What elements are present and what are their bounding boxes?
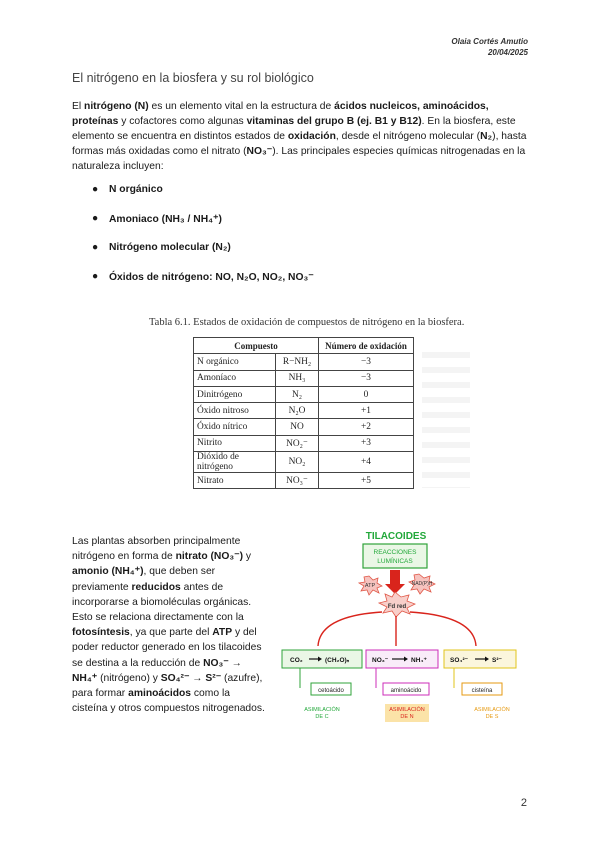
section-title: El nitrógeno en la biosfera y su rol biológico — [72, 71, 314, 85]
nitrogen-assimilation-label-1: ASIMILACIÓN — [389, 707, 425, 713]
table-header-row — [194, 338, 414, 354]
table-row: Nitrito NO₂⁻ +3 — [194, 435, 414, 451]
carbon-assimilation-label-2: DE C — [315, 714, 329, 720]
table-row: Nitrato NO₃⁻ +5 — [194, 473, 414, 489]
table-row: N orgánico R−NH₂ −3 — [194, 354, 414, 370]
list-item: ● Nitrógeno molecular (N₂) — [92, 242, 231, 253]
nitrogen-assimilation-label-2: DE N — [400, 714, 414, 720]
diagram-title: TILACOIDES — [365, 531, 427, 542]
ch2o-label: (CH₂O)ₙ — [325, 657, 350, 664]
column-header: Compuesto — [194, 338, 319, 354]
light-reactions-label-2: LUMÍNICAS — [377, 558, 413, 565]
bullet-icon: ● — [92, 184, 99, 195]
table-row: Óxido nitroso N₂O +1 — [194, 403, 414, 419]
fd-label: Fd red — [387, 604, 407, 610]
list-item: ● N orgánico — [92, 184, 163, 195]
aminoacid-label: aminoácido — [390, 688, 422, 694]
bullet-icon: ● — [92, 213, 99, 224]
table-row: Amoníaco NH₃ −3 — [194, 370, 414, 386]
so4-label: SO₄²⁻ — [450, 657, 469, 664]
light-reactions-label-1: REACCIONES — [373, 549, 417, 556]
sulfur-assimilation-label-1: ASIMILACIÓN — [474, 707, 510, 713]
document-date: 20/04/2025 — [487, 48, 528, 57]
table-row: Dióxido de nitrógeno NO₂ +4 — [194, 452, 414, 473]
author-name: Olaia Cortés Amutio — [451, 37, 528, 46]
cysteine-label: cisteína — [471, 688, 493, 694]
intro-paragraph: El nitrógeno (N) es un elemento vital en la estructura de ácidos nucleicos, aminoácidos, proteínas y cofactores como algunas vitaminas del grupo B (ej. B1 y B12). En la biosfera, este elemento se encuentra en distintos estados de oxidación, desde el nitrógeno molecular (N₂), hasta formas más oxidadas como el nitrato (NO₃⁻). Las principales especies químicas nitrogenadas en la naturaleza incluyen: — [72, 101, 527, 172]
cetoacid-label: cetoácido — [318, 688, 344, 694]
table-caption: Tabla 6.1. Estados de oxidación de compuestos de nitrógeno en la biosfera. — [149, 317, 465, 328]
down-arrow-icon — [385, 570, 405, 594]
carbon-assimilation-label-1: ASIMILACIÓN — [304, 707, 340, 713]
sulfur-assimilation-label-2: DE S — [485, 714, 499, 720]
connector-left — [318, 612, 382, 646]
bullet-icon: ● — [92, 271, 99, 282]
scan-bleed-through — [422, 343, 470, 488]
s2-label: S²⁻ — [492, 657, 502, 664]
connector-right — [410, 612, 476, 646]
page-header — [451, 36, 528, 58]
atp-label: ATP — [364, 583, 376, 589]
bullet-icon: ● — [92, 242, 99, 253]
nh4-label: NH₄⁺ — [411, 657, 427, 664]
no3-label: NO₃⁻ — [372, 657, 389, 664]
oxidation-table — [193, 337, 414, 489]
assimilation-diagram — [278, 528, 540, 728]
table-row: Óxido nítrico NO +2 — [194, 419, 414, 435]
plant-absorption-paragraph: Las plantas absorben principalmente nitrógeno en forma de nitrato (NO₃⁻) y amonio (NH₄⁺), que deben ser previamente reducidos antes de incorporarse a biomoléculas orgánicas. Esto se relaciona directamente con la fotosíntesis, ya que parte del ATP y del poder reductor generado en los tilacoides se destina a la reducción de NO₃⁻ → NH₄⁺ (nitrógeno) y SO₄²⁻ → S²⁻ (azufre), para formar aminoácidos como la cisteína y otros compuestos nitrogenados. — [72, 536, 265, 715]
column-header: Número de oxidación — [319, 338, 414, 354]
list-item: ● Óxidos de nitrógeno: NO, N₂O, NO₂, NO₃⁻ — [92, 271, 314, 283]
table-row: Dinitrógeno N₂ 0 — [194, 386, 414, 402]
nitrogen-species-list — [92, 184, 314, 300]
list-item: ● Amoniaco (NH₃ / NH₄⁺) — [92, 213, 222, 225]
nadph-label: NAD(P)H — [411, 581, 433, 587]
page-number: 2 — [520, 797, 527, 809]
co2-label: CO₂ — [290, 657, 303, 664]
